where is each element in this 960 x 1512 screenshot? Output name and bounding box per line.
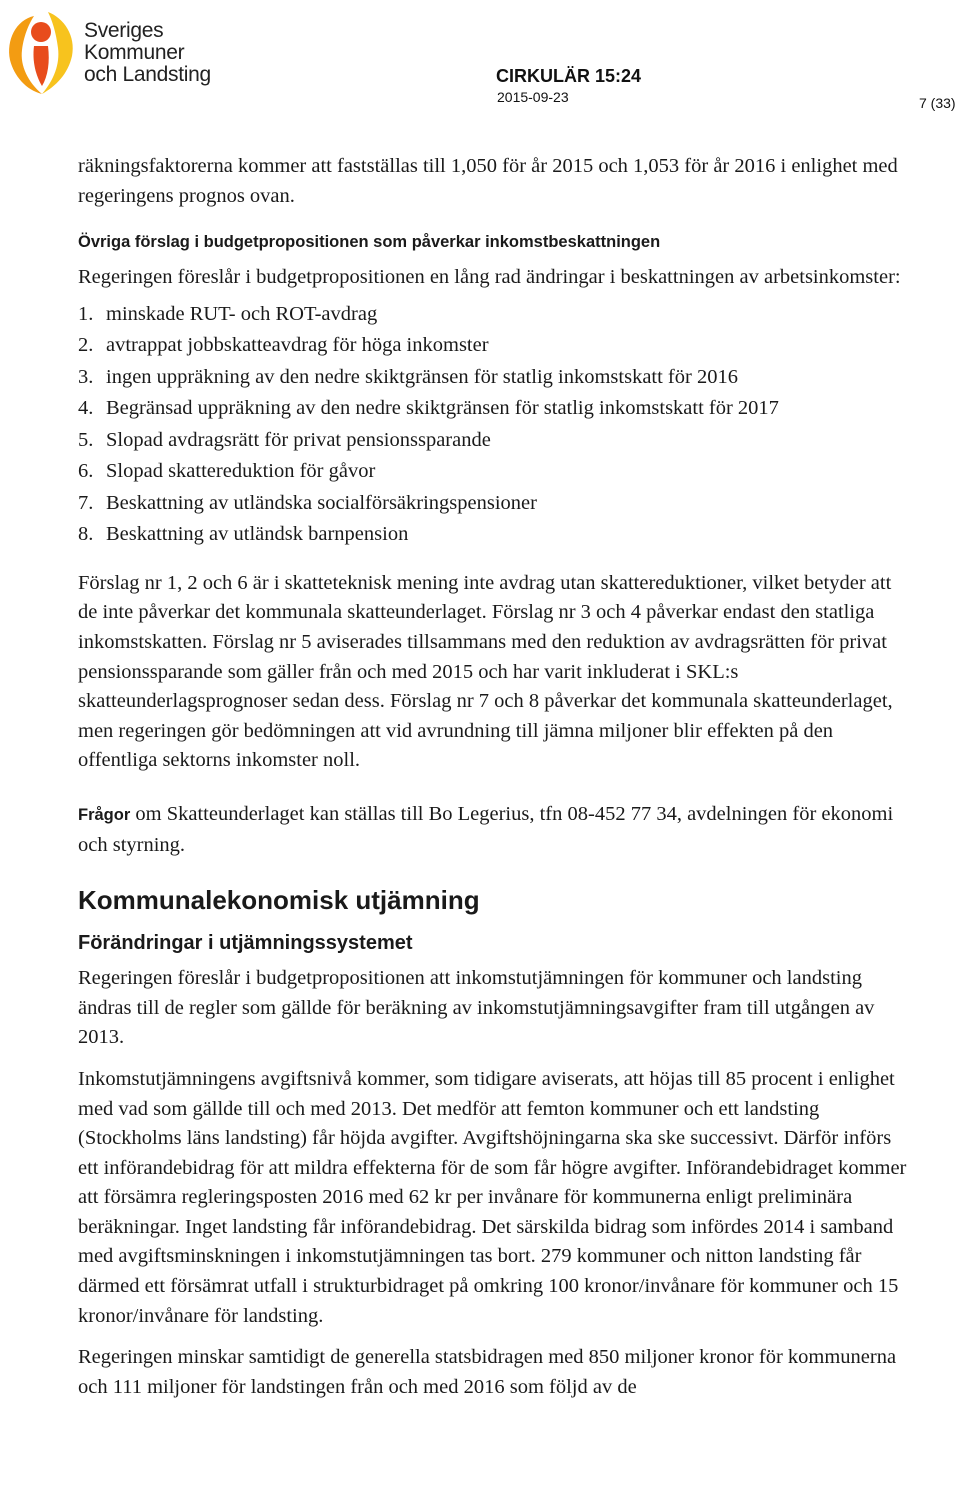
list-item-number: 8. (78, 523, 94, 546)
skl-logo (4, 6, 219, 98)
list-item (78, 488, 908, 520)
skl-logo-mark-icon (4, 6, 82, 98)
list-item-text: ingen uppräkning av den nedre skiktgränsen för statlig inkomstskatt för 2016 (106, 365, 738, 388)
list-item-number: 5. (78, 428, 94, 451)
proposal-list (78, 299, 908, 551)
list-item-text: Beskattning av utländsk barnpension (106, 523, 409, 546)
logo-line-1: Sveriges (84, 19, 164, 42)
list-item-text: Slopad skattereduktion för gåvor (106, 460, 376, 483)
list-item (78, 330, 908, 362)
paragraph-andringar-intro: Regeringen föreslår i budgetpropositionen en lång rad ändringar i beskattningen av arbetsinkomster: (78, 266, 901, 289)
list-item (78, 393, 908, 425)
logo-line-3: och Landsting (84, 63, 211, 86)
list-item-number: 7. (78, 491, 94, 514)
list-item (78, 456, 908, 488)
fragor-text: om Skatteunderlaget kan ställas till Bo Legerius, tfn 08-452 77 34, avdelningen för ekonomi och styrning. (78, 802, 894, 856)
paragraph-rakningsfaktorer: räkningsfaktorerna kommer att fastställas till 1,050 för år 2015 och 1,053 för år 2016 i enlighet med regeringens prognos ovan. (78, 155, 898, 207)
list-item-number: 3. (78, 365, 94, 388)
paragraph-avgiftsniva: Inkomstutjämningens avgiftsnivå kommer, som tidigare aviserats, att höjas till 85 procent i enlighet med vad som gällde till och med 2013. Det medför att femton kommuner och ett landsting (Stockholms läns landsting) får höjda avgifter. Avgiftshöjningarna ska ske successivt. Därför införs ett införandebidrag för att mildra effekterna för de som får högre avgifter. Införandebidraget kommer att försämra regleringsposten 2016 med 62 kr per invånare för kommunerna enligt preliminära beräkningar. Inget landsting får införandebidrag. Det särskilda bidrag som infördes 2014 i samband med avgiftsminskningen i inkomstutjämningen tas bort. 279 kommuner och nitton landsting får därmed ett försämrat utfall i strukturbidraget på omkring 100 kronor/invånare för kommuner och 15 kronor/invånare för landsting. (78, 1067, 907, 1327)
list-item (78, 299, 908, 331)
fragor-label: Frågor (78, 805, 131, 824)
logo-wordmark (84, 20, 211, 86)
paragraph-fragor (78, 800, 908, 860)
list-item-number: 1. (78, 302, 94, 325)
list-item-number: 6. (78, 460, 94, 483)
list-item-number: 2. (78, 334, 94, 357)
circular-date: 2015-09-23 (497, 89, 569, 105)
circular-title: CIRKULÄR 15:24 (496, 66, 642, 86)
heading-forandringar-utjamningssystemet: Förändringar i utjämningssystemet (78, 932, 413, 955)
page-header (0, 0, 960, 120)
list-item-text: Begränsad uppräkning av den nedre skiktgränsen för statlig inkomstskatt för 2017 (106, 397, 779, 420)
page-number: 7 (33) (919, 95, 956, 111)
list-item-text: minskade RUT- och ROT-avdrag (106, 302, 378, 325)
list-item-text: avtrappat jobbskatteavdrag för höga inkomster (106, 334, 489, 357)
list-item (78, 519, 908, 551)
document-body (78, 152, 908, 1402)
logo-line-2: Kommuner (84, 41, 185, 64)
list-item (78, 362, 908, 394)
paragraph-statsbidrag: Regeringen minskar samtidigt de generella statsbidragen med 850 miljoner kronor för kommunerna och 111 miljoner för landstingen från och med 2016 som följd av de (78, 1346, 897, 1398)
heading-kommunalekonomisk-utjamning: Kommunalekonomisk utjämning (78, 885, 480, 916)
list-item-number: 4. (78, 397, 94, 420)
list-item-text: Slopad avdragsrätt för privat pensionssparande (106, 428, 491, 451)
paragraph-forslag-analys: Förslag nr 1, 2 och 6 är i skatteteknisk mening inte avdrag utan skattereduktioner, vilket betyder att de inte påverkar det kommunala skatteunderlaget. Förslag nr 3 och 4 påverkar endast den statliga inkomstskatten. Förslag nr 5 aviserades tillsammans med den reduktion av avdragsrätten för privat pensionssparande som gäller från och med 2015 och har varit inkluderat i SKL:s skatteunderlagsprognoser sedan dess. Förslag nr 7 och 8 påverkar det kommunala skatteunderlaget, men regeringen gör bedömningen att vid avrundning till jämna miljoner blir effekten på den offentliga sektorns inkomster noll. (78, 571, 893, 772)
list-item (78, 425, 908, 457)
heading-ovriga-forslag: Övriga förslag i budgetpropositionen som påverkar inkomstbeskattningen (78, 233, 661, 252)
paragraph-inkomstutjamning-regler: Regeringen föreslår i budgetpropositionen att inkomstutjämningen för kommuner och landsting ändras till de regler som gällde för beräkning av inkomstutjämningsavgifter fram till utgången av 2013. (78, 967, 875, 1049)
list-item-text: Beskattning av utländska socialförsäkringspensioner (106, 491, 537, 514)
